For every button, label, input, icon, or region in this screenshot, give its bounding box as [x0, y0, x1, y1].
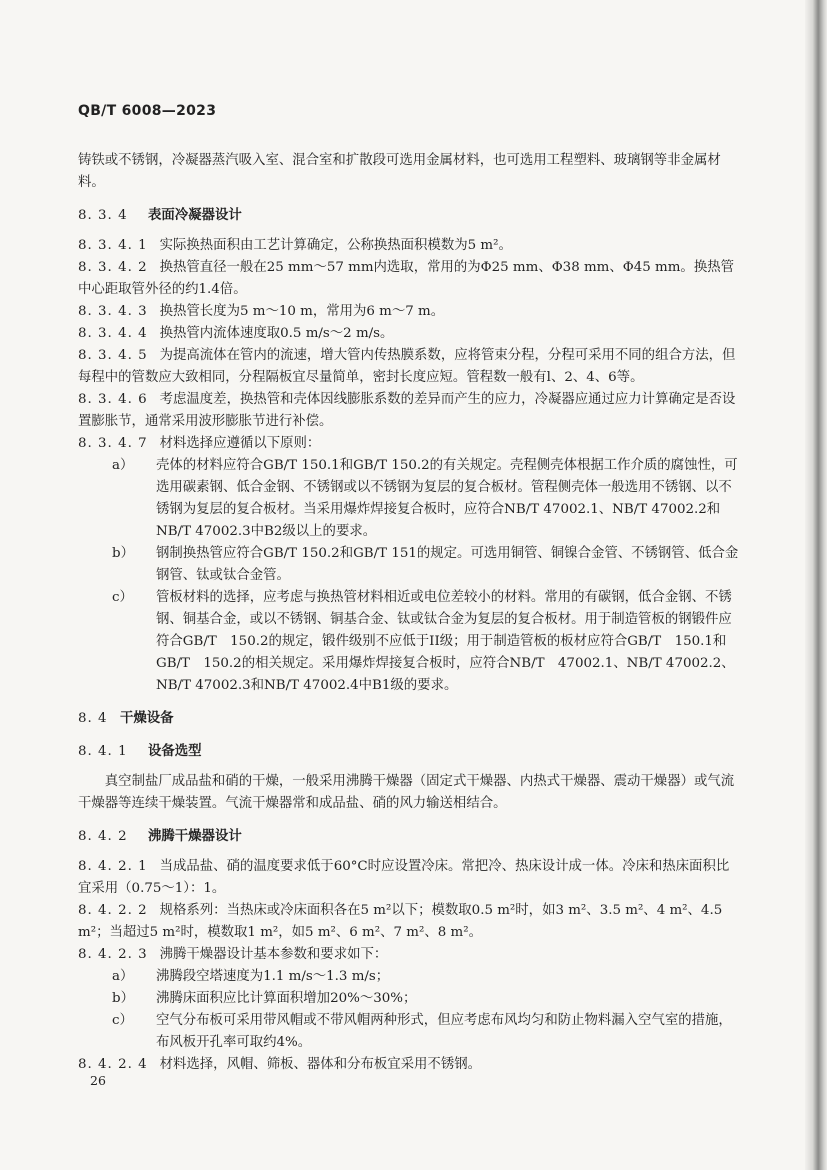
list-text: 钢制换热管应符合GB/T 150.2和GB/T 151的规定。可选用铜管、铜镍合金管、不锈钢管、低合金钢管、钛或钛合金管。: [156, 546, 739, 583]
list-item: [78, 543, 742, 587]
clause-number: 8. 3. 4. 4: [78, 326, 148, 341]
document-id: QB/T 6008—2023: [78, 103, 217, 119]
intro-paragraph: 铸铁或不锈钢，冷凝器蒸汽吸入室、混合室和扩散段可选用金属材料，也可选用工程塑料、玻璃钢等非金属材料。: [78, 153, 721, 190]
list-label: a）: [112, 458, 134, 473]
list-item: [78, 988, 742, 1010]
clause-number: 8. 3. 4. 7: [78, 436, 148, 451]
list-label: b）: [112, 991, 134, 1006]
clause-8-3-4-3: [78, 301, 742, 323]
clause-8-4-2-3: [78, 944, 742, 966]
clause-number: 8. 4. 2. 2: [78, 903, 148, 918]
clause-8-4-2-1: [78, 856, 742, 900]
list-item: [78, 587, 742, 697]
section-title: 干燥设备: [120, 711, 174, 726]
list-label: a）: [112, 969, 134, 984]
section-8-3-4-heading: [78, 205, 742, 227]
clause-number: 8. 4. 2. 4: [78, 1057, 148, 1072]
clause-number: 8. 3. 4. 3: [78, 304, 148, 319]
list-text: 壳体的材料应符合GB/T 150.1和GB/T 150.2的有关规定。壳程侧壳体根据工作介质的腐蚀性，可选用碳素钢、低合金钢、不锈钢或以不锈钢为复层的复合板材。管程侧壳体一般选用不锈钢、以不锈钢为复层的复合板材。当采用爆炸焊接复合板时，应符合NB/T 47002.1、NB/T 47002.2和NB/T 47002.3中B2级以上的要求。: [156, 458, 738, 539]
clause-text: 材料选择应遵循以下原则：: [159, 436, 321, 451]
list-label: c）: [112, 590, 133, 605]
list-item: [78, 455, 742, 543]
clause-number: 8. 4. 2. 1: [78, 859, 148, 874]
clause-text: 当成品盐、硝的温度要求低于60°C时应设置冷床。常把冷、热床设计成一体。冷床和热床面积比宜采用（0.75～1）：1。: [78, 859, 730, 896]
clause-text: 实际换热面积由工艺计算确定，公称换热面积模数为5 m²。: [159, 238, 512, 253]
section-number: 8. 4: [78, 711, 108, 726]
section-8-4-2-heading: [78, 826, 742, 848]
scanned-page-edge: [805, 0, 827, 1170]
list-text: 沸腾段空塔速度为1.1 m/s～1.3 m/s；: [156, 969, 390, 984]
clause-8-4-2-4: [78, 1054, 742, 1076]
clause-8-4-2-2: [78, 900, 742, 944]
page-number: 26: [90, 1073, 106, 1088]
clause-text: 材料选择，风帽、筛板、器体和分布板宜采用不锈钢。: [159, 1057, 481, 1072]
section-title: 沸腾干燥器设计: [148, 829, 242, 844]
list-label: c）: [112, 1013, 133, 1028]
list-text: 空气分布板可采用带风帽或不带风帽两种形式，但应考虑布风均匀和防止物料漏入空气室的措施，布风板开孔率可取约4%。: [156, 1013, 732, 1050]
section-title: 设备选型: [148, 744, 202, 759]
clause-text: 为提高流体在管内的流速，增大管内传热膜系数，应将管束分程，分程可采用不同的组合方法，但每程中的管数应大致相同，分程隔板宜尽量简单，密封长度应短。管程数一般有l、2、4、6等。: [78, 348, 736, 385]
clause-text: 规格系列：当热床或冷床面积各在5 m²以下；模数取0.5 m²时，如3 m²、3.5 m²、4 m²、4.5 m²；当超过5 m²时，模数取1 m²，如5 m²、6 m²、7 m²、8 m²。: [78, 903, 723, 940]
clause-text: 换热管长度为5 m～10 m，常用为6 m～7 m。: [159, 304, 445, 319]
clause-text: 沸腾干燥器设计基本参数和要求如下：: [159, 947, 388, 962]
section-number: 8. 4. 2: [78, 829, 128, 844]
section-8-4-1-heading: [78, 741, 742, 763]
clause-number: 8. 3. 4. 2: [78, 260, 148, 275]
section-title: 表面冷凝器设计: [148, 208, 242, 223]
clause-8-3-4-1: [78, 235, 742, 257]
clause-8-3-4-2: [78, 257, 742, 301]
clause-number: 8. 4. 2. 3: [78, 947, 148, 962]
clause-text: 换热管内流体速度取0.5 m/s～2 m/s。: [159, 326, 394, 341]
clause-8-3-4-7: [78, 433, 742, 455]
clause-number: 8. 3. 4. 1: [78, 238, 148, 253]
list-text: 沸腾床面积应比计算面积增加20%～30%；: [156, 991, 417, 1006]
list-item: [78, 1010, 742, 1054]
list-label: b）: [112, 546, 134, 561]
document-body: [78, 100, 742, 1076]
clause-number: 8. 3. 4. 6: [78, 392, 148, 407]
clause-text: 考虑温度差，换热管和壳体因线膨胀系数的差异而产生的应力，冷凝器应通过应力计算确定是否设置膨胀节，通常采用波形膨胀节进行补偿。: [78, 392, 736, 429]
section-8-4-1-paragraph: 真空制盐厂成品盐和硝的干燥，一般采用沸腾干燥器（固定式干燥器、内热式干燥器、震动干燥器）或气流干燥器等连续干燥装置。气流干燥器常和成品盐、硝的风力输送相结合。: [78, 774, 735, 811]
section-number: 8. 3. 4: [78, 208, 128, 223]
section-8-4-heading: [78, 708, 742, 730]
section-number: 8. 4. 1: [78, 744, 128, 759]
list-item: [78, 966, 742, 988]
clause-8-3-4-4: [78, 323, 742, 345]
clause-number: 8. 3. 4. 5: [78, 348, 148, 363]
clause-8-3-4-6: [78, 389, 742, 433]
clause-text: 换热管直径一般在25 mm～57 mm内选取，常用的为Φ25 mm、Φ38 mm、Φ45 mm。换热管中心距取管外径的约1.4倍。: [78, 260, 734, 297]
list-text: 管板材料的选择，应考虑与换热管材料相近或电位差较小的材料。常用的有碳钢，低合金钢、不锈钢、铜基合金，或以不锈钢、铜基合金、钛或钛合金为复层的复合板材。用于制造管板的钢锻件应符合GB/T 150.2的规定，锻件级别不应低于II级；用于制造管板的板材应符合GB/T 150.1和GB/T 150.2的相关规定。采用爆炸焊接复合板时，应符合NB/T 47002.1、NB/T 47002.2、NB/T 47002.3和NB/T 47002.4中B1级的要求。: [156, 590, 735, 693]
clause-8-3-4-5: [78, 345, 742, 389]
